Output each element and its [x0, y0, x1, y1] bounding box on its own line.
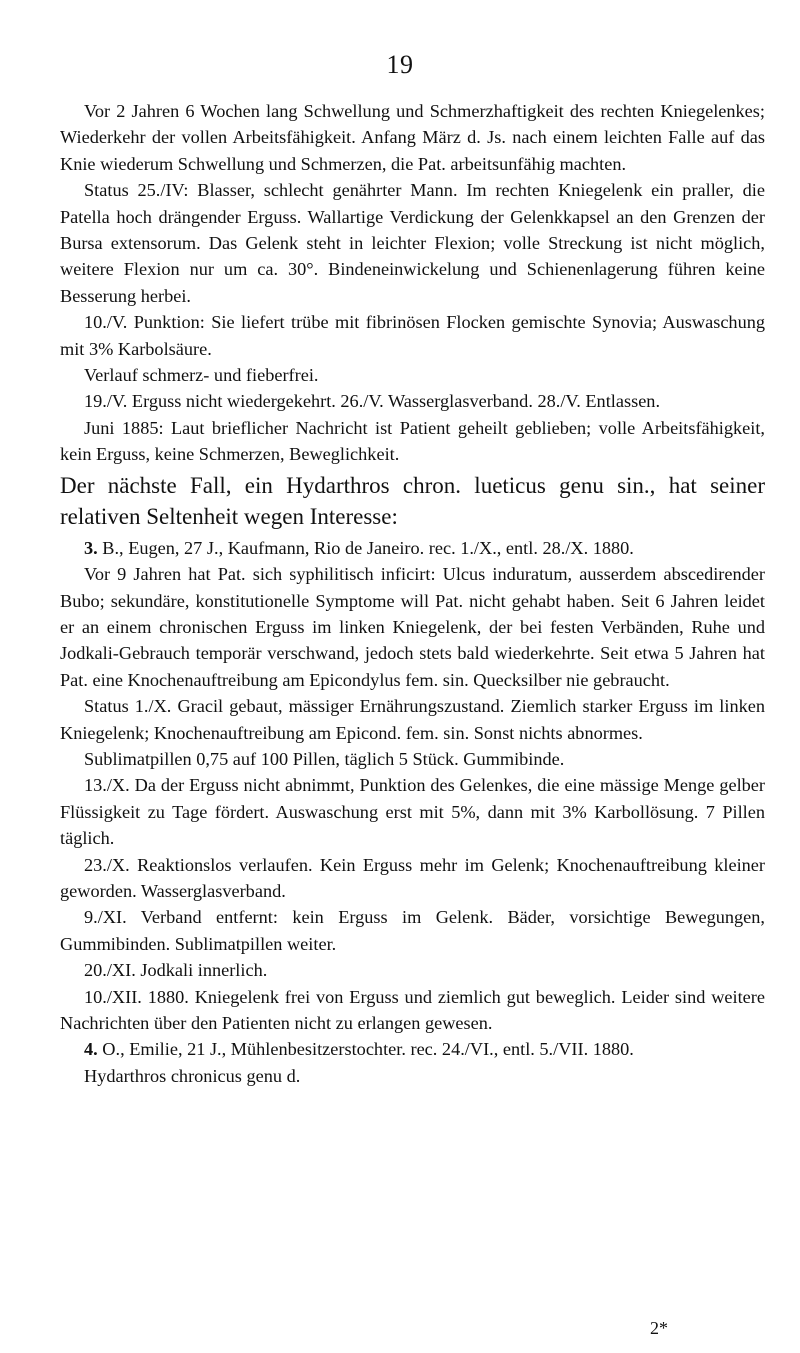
case-number: 4.	[84, 1039, 98, 1060]
paragraph: Hydarthros chronicus genu d.	[84, 1065, 301, 1086]
case-header	[60, 535, 765, 561]
paragraph: 20./XI. Jodkali innerlich.	[84, 960, 268, 981]
paragraph: 9./XI. Verband entfernt: kein Erguss im Gelenk. Bäder, vorsichtige Bewegungen, Gummibinden. Sublimatpillen weiter.	[60, 907, 765, 954]
paragraph: 10./XII. 1880. Kniegelenk frei von Erguss und ziemlich gut beweglich. Leider sind weitere Nachrichten über den Patienten nicht zu erlangen gewesen.	[60, 986, 765, 1033]
case-header	[60, 1036, 765, 1062]
paragraph: 13./X. Da der Erguss nicht abnimmt, Punktion des Gelenkes, die eine mässige Menge gelber Flüssigkeit zu Tage fördert. Auswaschung erst mit 5%, dann mit 3% Karbollösung. 7 Pillen täglich.	[60, 775, 765, 849]
case-number: 3.	[84, 537, 98, 558]
signature-mark: 2*	[650, 1318, 668, 1338]
section-heading: Der nächste Fall, ein Hydarthros chron. lueticus genu sin., hat seiner relativen Seltenheit wegen Interesse:	[60, 472, 765, 529]
page-number: 19	[386, 50, 414, 79]
paragraph: Status 1./X. Gracil gebaut, mässiger Ernährungszustand. Ziemlich starker Erguss im linken Kniegelenk; Knochenauftreibung am Epicond. fem. sin. Sonst nichts abnormes.	[60, 696, 765, 743]
paragraph: Juni 1885: Laut brieflicher Nachricht ist Patient geheilt geblieben; volle Arbeitsfähigkeit, kein Erguss, keine Schmerzen, Beweglichkeit.	[60, 417, 765, 465]
paragraph: 10./V. Punktion: Sie liefert trübe mit fibrinösen Flocken gemischte Synovia; Auswaschung mit 3% Karbolsäure.	[60, 312, 765, 359]
case-header-text: O., Emilie, 21 J., Mühlenbesitzerstochter. rec. 24./VI., entl. 5./VII. 1880.	[102, 1039, 634, 1060]
paragraph: 23./X. Reaktionslos verlaufen. Kein Erguss mehr im Gelenk; Knochenauftreibung kleiner geworden. Wasserglasverband.	[60, 854, 765, 901]
paragraph: Sublimatpillen 0,75 auf 100 Pillen, täglich 5 Stück. Gummibinde.	[84, 748, 565, 769]
paragraph: 19./V. Erguss nicht wiedergekehrt. 26./V. Wasserglasverband. 28./V. Entlassen.	[84, 391, 661, 412]
paragraph: Verlauf schmerz- und fieberfrei.	[84, 365, 319, 386]
paragraph: Vor 2 Jahren 6 Wochen lang Schwellung und Schmerzhaftigkeit des rechten Kniegelenkes; Wiederkehr der vollen Arbeitsfähigkeit. Anfang März d. Js. nach einem leichten Falle auf das Knie wiederum Schwellung und Schmerzen, die Pat. arbeitsunfähig machten.	[60, 101, 765, 174]
paragraph: Vor 9 Jahren hat Pat. sich syphilitisch inficirt: Ulcus induratum, ausserdem abscedirender Bubo; sekundäre, konstitutionelle Symptome will Pat. nicht gehabt haben. Seit 6 Jahren leidet er an einem chronischen Erguss im linken Kniegelenk, der bei festen Verbänden, Ruhe und Jodkali-Gebrauch temporär verschwand, jedoch stets bald wiederkehrte. Seit etwa 5 Jahren hat Pat. eine Knochenauftreibung am Epicondylus fem. sin. Quecksilber nie gebraucht.	[60, 564, 765, 690]
paragraph: Status 25./IV: Blasser, schlecht genährter Mann. Im rechten Kniegelenk ein praller, die Patella hoch drängender Erguss. Wallartige Verdickung der Gelenkkapsel an den Grenzen der Bursa extensorum. Das Gelenk steht in leichter Flexion; volle Streckung ist nicht möglich, weitere Flexion nur um ca. 30°. Bindeneinwickelung und Schienenlagerung führen keine Besserung herbei.	[60, 180, 765, 306]
body-text	[60, 98, 765, 1089]
case-header-text: B., Eugen, 27 J., Kaufmann, Rio de Janeiro. rec. 1./X., entl. 28./X. 1880.	[102, 537, 634, 558]
